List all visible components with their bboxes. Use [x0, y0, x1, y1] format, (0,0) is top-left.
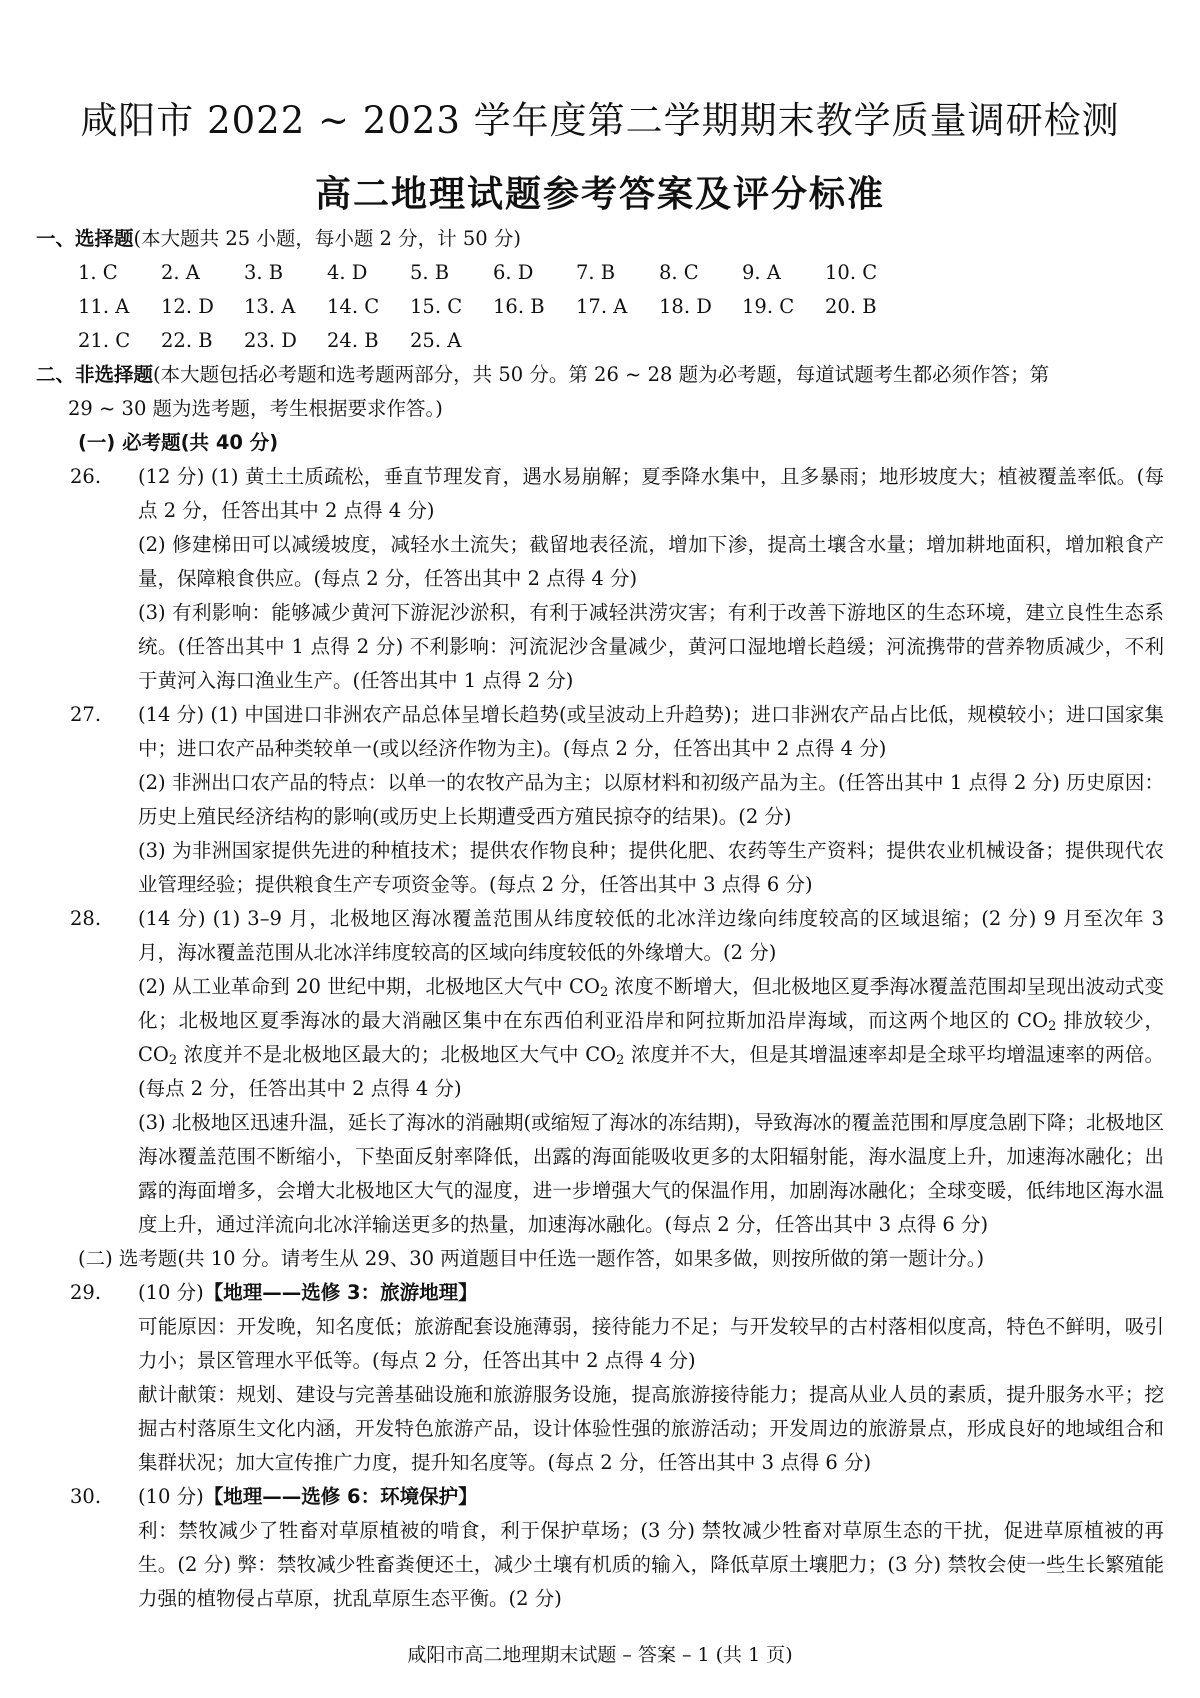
q27-part2: (2) 非洲出口农产品的特点：以单一的农牧产品为主；以原材料和初级产品为主。(任答出其中 1 点得 2 分) 历史原因：历史上殖民经济结构的影响(或历史上长期遭受西方殖民掠夺的结果)。(2 分) — [138, 771, 1164, 828]
q26-part2: (2) 修建梯田可以减缓坡度，减轻水土流失；截留地表径流，增加下渗，提高土壤含水量；增加耕地面积，增加粮食产量，保障粮食供应。(每点 2 分，任答出其中 2 点得 4 分) — [138, 533, 1164, 590]
q30-heading: (10 分)【地理——选修 6：环境保护】 — [138, 1485, 478, 1508]
mc-answer: 25. A — [410, 329, 462, 352]
document-subtitle: 高二地理试题参考答案及评分标准 — [314, 174, 885, 215]
mc-answer: 17. A — [576, 295, 628, 318]
q26-part1: (12 分) (1) 黄土土质疏松，垂直节理发育，遇水易崩解；夏季降水集中，且多暴雨；地形坡度大；植被覆盖率低。(每点 2 分，任答出其中 2 点得 4 分) — [138, 465, 1164, 522]
mc-answer: 18. D — [659, 295, 712, 318]
question-number: 26. — [70, 465, 102, 488]
q28-part1: (14 分) (1) 3–9 月，北极地区海冰覆盖范围从纬度较低的北冰洋边缘向纬度较高的区域退缩；(2 分) 9 月至次年 3 月，海冰覆盖范围从北冰洋纬度较高的区域向纬度较低的外缘增大。(2 分) — [138, 907, 1164, 964]
mc-answer: 19. C — [742, 295, 795, 318]
section2-note-line1: (本大题包括必考题和选考题两部分，共 50 分。第 26 ~ 28 题为必考题，每道试题考生都必须作答；第 — [153, 363, 1050, 386]
question-number: 27. — [70, 703, 102, 726]
mc-answer: 14. C — [327, 295, 380, 318]
mc-answer: 16. B — [493, 295, 545, 318]
mc-answer: 5. B — [410, 261, 450, 284]
mc-answer: 15. C — [410, 295, 463, 318]
section1-note: (本大题共 25 小题，每小题 2 分，计 50 分) — [133, 227, 521, 250]
q27-part1: (14 分) (1) 中国进口非洲农产品总体呈增长趋势(或呈波动上升趋势)；进口非洲农产品占比低，规模较小；进口国家集中；进口农产品种类较单一(或以经济作物为主)。(每点 2 分，任答出其中 2 点得 4 分) — [138, 703, 1164, 760]
mc-answer: 2. A — [161, 261, 200, 284]
section2-heading: 二、非选择题 — [36, 363, 154, 386]
q29-part2: 献计献策：规划、建设与完善基础设施和旅游服务设施，提高旅游接待能力；提高从业人员的素质，提升服务水平；挖掘古村落原生文化内涵，开发特色旅游产品，设计体验性强的旅游活动；开发周边的旅游景点，形成良好的地域组合和集群状况；加大宣传推广力度，提升知名度等。(每点 2 分，任答出其中 3 点得 6 分) — [138, 1383, 1164, 1474]
section2-note-line2: 29 ~ 30 题为选考题，考生根据要求作答。) — [68, 397, 443, 420]
question-26 — [70, 460, 1164, 698]
mc-answer: 13. A — [244, 295, 296, 318]
mc-answer: 1. C — [78, 261, 118, 284]
section1-header — [36, 222, 1164, 256]
q28-part3: (3) 北极地区迅速升温，延长了海冰的消融期(或缩短了海冰的冻结期)，导致海冰的覆盖范围和厚度急剧下降；北极地区海冰覆盖范围不断缩小，下垫面反射率降低，出露的海面能吸收更多的太阳辐射能，海水温度上升，加速海冰融化；出露的海面增多，会增大北极地区大气的湿度，进一步增强大气的保温作用，加剧海冰融化；全球变暖，低纬地区海水温度上升，通过洋流向北冰洋输送更多的热量，加速海冰融化。(每点 2 分，任答出其中 3 点得 6 分) — [138, 1111, 1164, 1236]
section2-header — [36, 358, 1164, 392]
part2-heading: (二) 选考题(共 10 分。请考生从 29、30 两道题目中任选一题作答，如果多做，则按所做的第一题计分。) — [78, 1247, 985, 1270]
mc-answer: 24. B — [327, 329, 379, 352]
page-footer: 咸阳市高二地理期末试题 – 答案 – 1 (共 1 页) — [407, 1644, 793, 1666]
mc-answer: 11. A — [78, 295, 130, 318]
q26-part3: (3) 有利影响：能够减少黄河下游泥沙淤积，有利于减轻洪涝灾害；有利于改善下游地区的生态环境，建立良性生态系统。(任答出其中 1 点得 2 分) 不利影响：河流泥沙含量减少，黄河口湿地增长趋缓；河流携带的营养物质减少，不利于黄河入海口渔业生产。(任答出其中 1 点得 2 分) — [138, 601, 1164, 692]
mc-answer: 10. C — [825, 261, 878, 284]
mc-answer: 23. D — [244, 329, 297, 352]
q28-part2: (2) 从工业革命到 20 世纪中期，北极地区大气中 $CO_2$ 浓度不断增大，但北极地区夏季海冰覆盖范围却呈现出波动式变化；北极地区夏季海冰的最大消融区集中在东西伯利亚沿岸和阿拉斯加沿岸海域，而这两个地区的 $CO_2$ 排放较少，$CO_2$ 浓度并不是北极地区最大的；北极地区大气中 $CO_2$ 浓度并不大，但是其增温速率却是全球平均增温速率的两倍。(每点 2 分，任答出其中 2 点得 4 分) — [138, 975, 1165, 1100]
part1-heading: (一) 必考题(共 40 分) — [78, 431, 279, 454]
mc-answer: 20. B — [825, 295, 877, 318]
question-29 — [70, 1276, 1164, 1480]
question-28 — [70, 902, 1165, 1242]
mc-answer: 9. A — [742, 261, 781, 284]
question-number: 29. — [70, 1281, 102, 1304]
mc-answer: 7. B — [576, 261, 616, 284]
q27-part3: (3) 为非洲国家提供先进的种植技术；提供农作物良种；提供化肥、农药等生产资料；提供农业机械设备；提供现代农业管理经验；提供粮食生产专项资金等。(每点 2 分，任答出其中 3 点得 6 分) — [138, 839, 1164, 896]
q30-part1: 利：禁牧减少了牲畜对草原植被的啃食，利于保护草场；(3 分) 禁牧减少牲畜对草原生态的干扰，促进草原植被的再生。(2 分) 弊：禁牧减少牲畜粪便还土，减少土壤有机质的输入，降低草原土壤肥力；(3 分) 禁牧会使一些生长繁殖能力强的植物侵占草原，扰乱草原生态平衡。(2 分) — [138, 1519, 1164, 1610]
multiple-choice-answers — [78, 256, 1164, 358]
document-title: 咸阳市 2022 ~ 2023 学年度第二学期期末教学质量调研检测 — [80, 99, 1120, 142]
mc-answer: 3. B — [244, 261, 284, 284]
mc-answer: 6. D — [493, 261, 534, 284]
mc-answer: 22. B — [161, 329, 213, 352]
question-number: 28. — [70, 907, 102, 930]
mc-answer: 8. C — [659, 261, 699, 284]
mc-answer: 12. D — [161, 295, 214, 318]
q29-heading: (10 分)【地理——选修 3：旅游地理】 — [138, 1281, 478, 1304]
mc-answer: 4. D — [327, 261, 368, 284]
question-number: 30. — [70, 1485, 102, 1508]
question-27 — [70, 698, 1164, 902]
mc-answer: 21. C — [78, 329, 131, 352]
q29-part1: 可能原因：开发晚，知名度低；旅游配套设施薄弱，接待能力不足；与开发较早的古村落相似度高，特色不鲜明，吸引力小；景区管理水平低等。(每点 2 分，任答出其中 2 点得 4 分) — [138, 1315, 1164, 1372]
section1-heading: 一、选择题 — [36, 227, 134, 250]
question-30 — [70, 1480, 1164, 1616]
document-body — [36, 222, 1164, 1616]
